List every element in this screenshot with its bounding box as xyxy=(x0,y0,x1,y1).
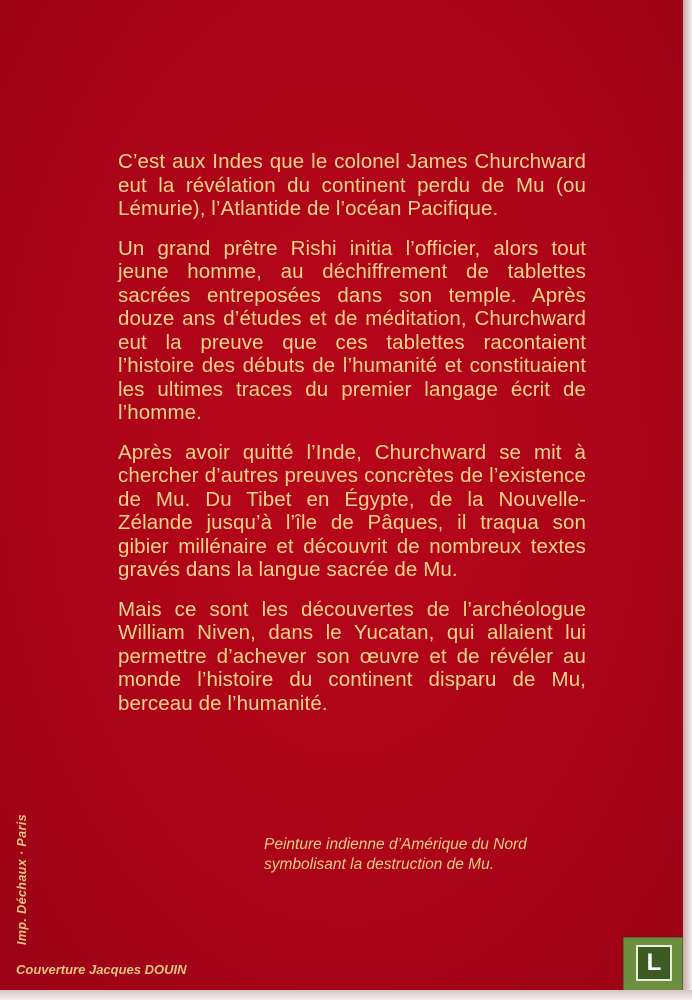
badge-letter: L xyxy=(646,949,662,976)
blurb-paragraph-2: Un grand prêtre Rishi initia l’officier, alors tout jeune homme, au déchiffrement de tablettes sacrées entreposées dans son temple. Après douze ans d’études et de méditation, Churchward eut la preuve que ces tablettes racontaient l’histoire des débuts de l’humanité et constituaient les ultimes traces du premier langage écrit de l’homme. xyxy=(118,236,586,424)
badge-logo-icon xyxy=(636,945,672,981)
caption-line-1: Peinture indienne d’Amérique du Nord xyxy=(264,836,527,853)
cover-credit: Couverture Jacques DOUIN xyxy=(16,962,187,977)
page-edge-right xyxy=(683,0,692,1000)
blurb-paragraph-4: Mais ce sont les découvertes de l’archéologue William Niven, dans le Yucatan, qui allaient lui permettre d’achever son œuvre et de révéler au monde l’histoire du continent disparu de Mu, berceau de l’humanité. xyxy=(118,597,586,715)
blurb-paragraph-3: Après avoir quitté l’Inde, Churchward se mit à chercher d’autres preuves concrètes de l’existence de Mu. Du Tibet en Égypte, de la Nouvelle-Zélande jusqu’à l’île de Pâques, il traqua son gibier millénaire et découvrit de nombreux textes gravés dans la langue sacrée de Mu. xyxy=(118,440,586,581)
blurb-paragraph-1: C’est aux Indes que le colonel James Churchward eut la révélation du continent perdu de Mu (ou Lémurie), l’Atlantide de l’océan Pacifique. xyxy=(118,150,586,220)
catalog-badge xyxy=(623,937,683,991)
blurb-text xyxy=(118,150,586,731)
page-edge-bottom xyxy=(0,990,692,1000)
caption-line-2: symbolisant la destruction de Mu. xyxy=(264,856,495,873)
printer-credit: Imp. Déchaux · Paris xyxy=(15,814,29,945)
illustration-caption xyxy=(264,835,594,875)
